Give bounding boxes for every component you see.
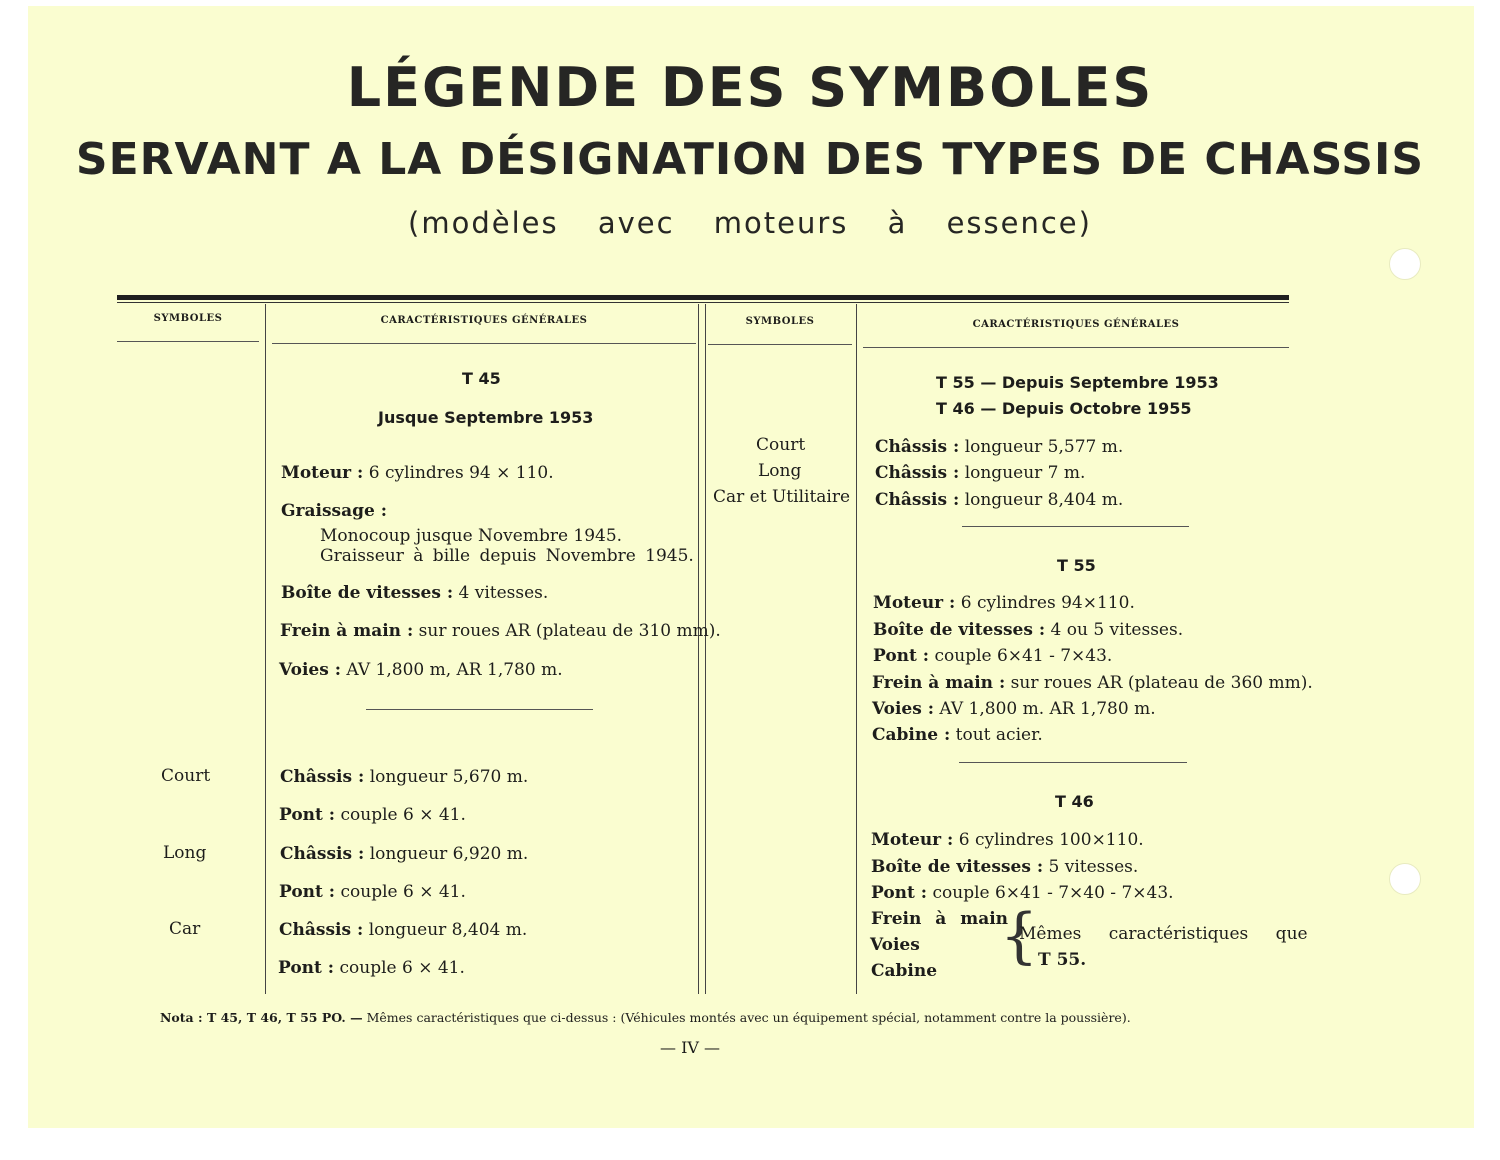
spec-pont: Pont : couple 6×41 - 7×40 - 7×43. — [871, 883, 1174, 903]
symbol-court: Court — [161, 766, 211, 786]
nota-footnote: Nota : T 45, T 46, T 55 PO. — Mêmes caractéristiques que ci-dessus : (Véhicules montés avec un équipement spécial, notamment contre la poussière). — [160, 1010, 1131, 1025]
header-caracteristiques: CARACTÉRISTIQUES GÉNÉRALES — [972, 319, 1180, 330]
section-separator — [366, 709, 593, 710]
spec-boite: Boîte de vitesses : 4 ou 5 vitesses. — [873, 620, 1184, 640]
header-underline — [272, 343, 696, 344]
spec-frein: Frein à main : sur roues AR (plateau de 360 mm). — [872, 673, 1313, 693]
spec-graissage-line: Graisseur à bille depuis Novembre 1945. — [320, 546, 694, 566]
spec-cabine: Cabine — [871, 961, 938, 981]
table-top-rule — [117, 295, 1289, 300]
column-divider — [705, 304, 706, 994]
model-t45-date: Jusque Septembre 1953 — [378, 408, 594, 427]
column-divider — [265, 304, 266, 994]
model-t55-title: T 55 — [1057, 556, 1096, 575]
section-separator — [959, 762, 1187, 763]
model-t46-date: T 46 — Depuis Octobre 1955 — [936, 399, 1192, 418]
spec-moteur: Moteur : 6 cylindres 100×110. — [871, 830, 1144, 850]
spec-voies: Voies : AV 1,800 m, AR 1,780 m. — [279, 660, 563, 680]
header-underline — [708, 344, 852, 345]
same-as-t55-ref: T 55. — [1038, 950, 1087, 970]
header-caracteristiques: CARACTÉRISTIQUES GÉNÉRALES — [380, 315, 588, 326]
symbol-long: Long — [163, 843, 207, 863]
spec-boite: Boîte de vitesses : 5 vitesses. — [871, 857, 1139, 877]
model-t46-title: T 46 — [1055, 792, 1094, 811]
spec-moteur: Moteur : 6 cylindres 94×110. — [873, 593, 1135, 613]
spec-chassis: Châssis : longueur 6,920 m. — [280, 844, 529, 864]
page-number: — IV — — [660, 1038, 721, 1057]
spec-pont: Pont : couple 6 × 41. — [279, 805, 466, 825]
section-separator — [962, 526, 1189, 527]
spec-frein: Frein à main : sur roues AR (plateau de 310 mm). — [280, 621, 721, 641]
spec-chassis: Châssis : longueur 5,577 m. — [875, 437, 1124, 457]
symbol-car: Car — [169, 919, 201, 939]
spec-pont: Pont : couple 6 × 41. — [279, 882, 466, 902]
page-note: (modèles avec moteurs à essence) — [408, 206, 1092, 240]
spec-voies: Voies — [870, 935, 920, 955]
model-t55-date: T 55 — Depuis Septembre 1953 — [936, 373, 1219, 392]
spec-chassis: Châssis : longueur 8,404 m. — [875, 490, 1124, 510]
header-symboles: SYMBOLES — [153, 313, 223, 324]
model-t45-title: T 45 — [462, 369, 501, 388]
symbol-car-utilitaire: Car et Utilitaire — [713, 487, 851, 507]
column-divider — [856, 304, 857, 994]
spec-frein: Frein à main — [871, 909, 1009, 929]
spec-boite: Boîte de vitesses : 4 vitesses. — [281, 583, 549, 603]
binder-hole-top — [1389, 248, 1421, 280]
spec-voies: Voies : AV 1,800 m. AR 1,780 m. — [872, 699, 1156, 719]
symbol-long: Long — [758, 461, 802, 481]
spec-cabine: Cabine : tout acier. — [872, 725, 1043, 745]
header-symboles: SYMBOLES — [745, 316, 815, 327]
spec-pont: Pont : couple 6 × 41. — [278, 958, 465, 978]
spec-chassis: Châssis : longueur 8,404 m. — [279, 920, 528, 940]
header-underline — [863, 347, 1289, 348]
spec-graissage: Graissage : — [281, 501, 388, 521]
spec-graissage-line: Monocoup jusque Novembre 1945. — [320, 526, 623, 546]
page-subtitle: SERVANT A LA DÉSIGNATION DES TYPES DE CHASSIS — [75, 134, 1425, 185]
page-title: LÉGENDE DES SYMBOLES — [346, 56, 1154, 119]
spec-chassis: Châssis : longueur 7 m. — [875, 463, 1086, 483]
spec-pont: Pont : couple 6×41 - 7×43. — [873, 646, 1113, 666]
column-divider — [698, 304, 699, 994]
binder-hole-bottom — [1389, 863, 1421, 895]
brace-symbol: { — [1000, 901, 1039, 971]
spec-moteur: Moteur : 6 cylindres 94 × 110. — [281, 463, 554, 483]
symbol-court: Court — [756, 435, 806, 455]
table-top-rule-thin — [117, 302, 1289, 303]
spec-chassis: Châssis : longueur 5,670 m. — [280, 767, 529, 787]
header-underline — [117, 341, 259, 342]
same-as-t55: Mêmes caractéristiques que — [1019, 924, 1308, 944]
